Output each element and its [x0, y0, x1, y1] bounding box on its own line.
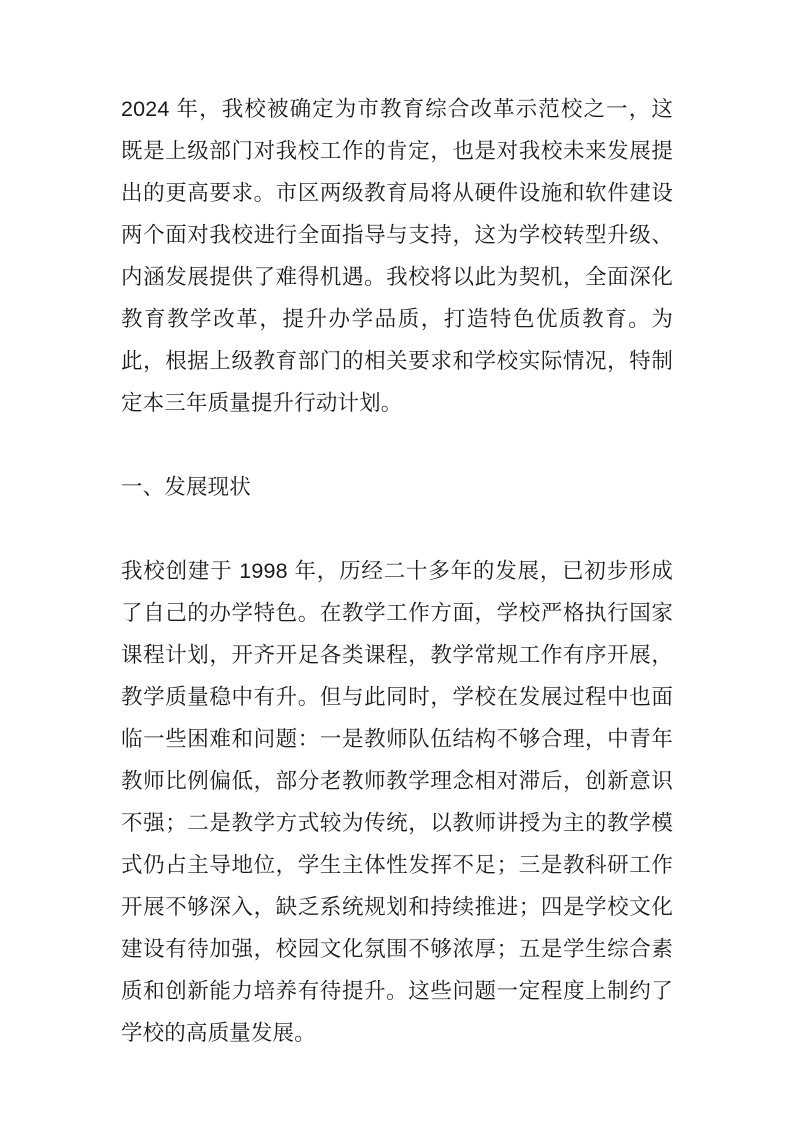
document-content	[121, 88, 673, 1054]
development-status-paragraph: 我校创建于 1998 年，历经二十多年的发展，已初步形成了自己的办学特色。在教学工作方面，学校严格执行国家课程计划，开齐开足各类课程，教学常规工作有序开展，教学质量稳中有升。但与此同时，学校在发展过程中也面临一些困难和问题：一是教师队伍结构不够合理，中青年教师比例偏低，部分老教师教学理念相对滞后，创新意识不强；二是教学方式较为传统，以教师讲授为主的教学模式仍占主导地位，学生主体性发挥不足；三是教科研工作开展不够深入，缺乏系统规划和持续推进；四是学校文化建设有待加强，校园文化氛围不够浓厚；五是学生综合素质和创新能力培养有待提升。这些问题一定程度上制约了学校的高质量发展。	[121, 559, 673, 1045]
intro-paragraph: 2024 年，我校被确定为市教育综合改革示范校之一，这既是上级部门对我校工作的肯定，也是对我校未来发展提出的更高要求。市区两级教育局将从硬件设施和软件建设两个面对我校进行全面指导与支持，这为学校转型升级、内涵发展提供了难得机遇。我校将以此为契机，全面深化教育教学改革，提升办学品质，打造特色优质教育。为此，根据上级教育部门的相关要求和学校实际情况，特制定本三年质量提升行动计划。	[121, 97, 673, 415]
section-heading-1: 一、发展现状	[121, 475, 251, 499]
